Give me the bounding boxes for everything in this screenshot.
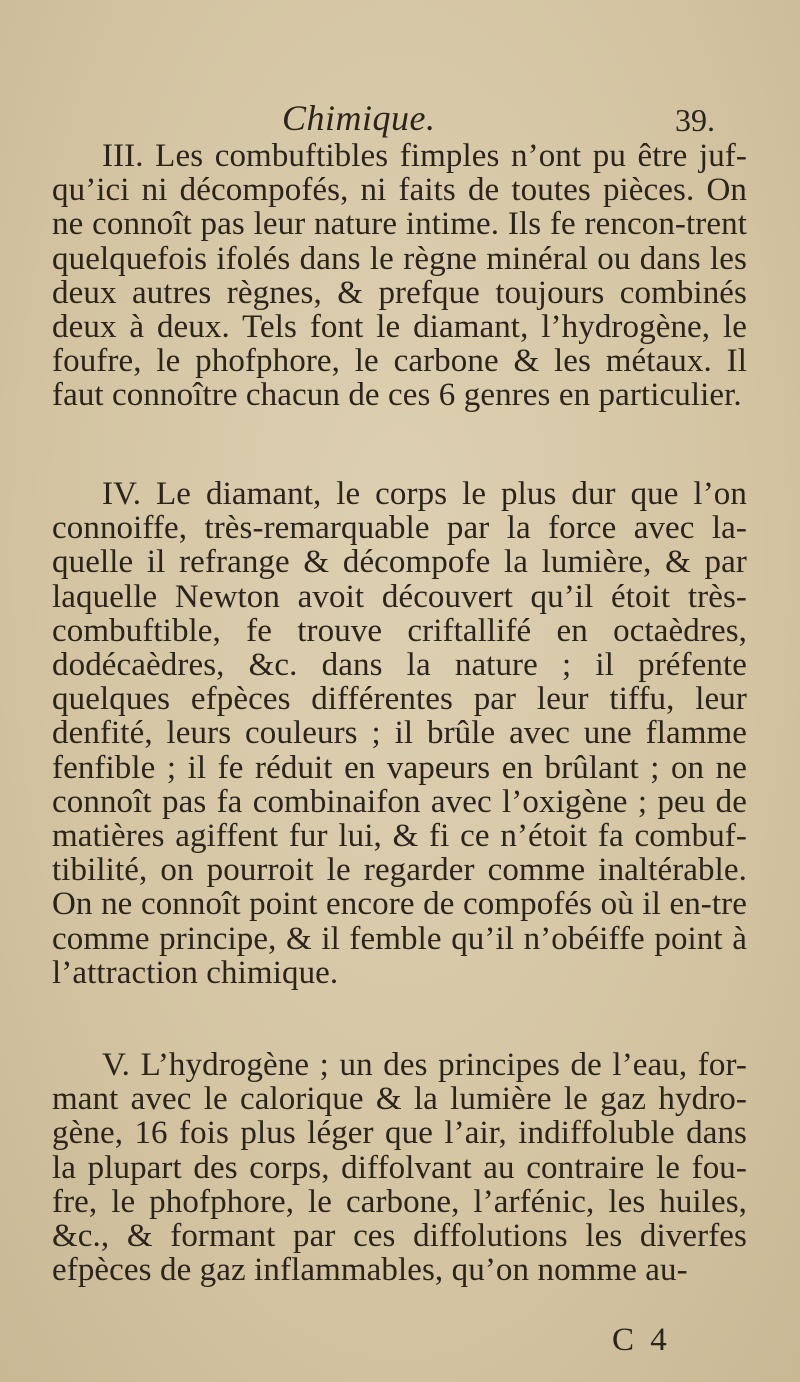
- running-head: [0, 98, 800, 138]
- page-number: 39.: [675, 102, 715, 138]
- paragraph-iii: [52, 139, 747, 413]
- paragraph-text: V. L’hydrogène ; un des principes de l’eau, for-mant avec le calorique & la lumière le gaz hydro-gène, 16 fois plus léger que l’air, indiffoluble dans la plupart des corps, diffolvant au contraire le fou-fre, le phofphore, le carbone, l’arfénic, les huiles, &c., & formant par ces diffolutions les diverfes efpèces de gaz inflammables, qu’on nomme au-: [52, 1047, 747, 1289]
- paragraph-v: [52, 1048, 747, 1287]
- paragraph-text: III. Les combuftibles fimples n’ont pu être juf-qu’ici ni décompofés, ni faits de toutes pièces. On ne connoît pas leur nature intime. Ils fe rencon-trent quelquefois ifolés dans le règne minéral ou dans les deux autres règnes, & prefque toujours combinés deux à deux. Tels font le diamant, l’hydrogène, le foufre, le phofphore, le carbone & les métaux. Il faut connoître chacun de ces 6 genres en particulier.: [52, 138, 747, 414]
- signature-mark: C 4: [612, 1322, 671, 1358]
- running-title: Chimique.: [282, 98, 436, 138]
- paragraph-iv: [52, 477, 747, 990]
- paragraph-text: IV. Le diamant, le corps le plus dur que l’on connoiffe, très-remarquable par la force avec la-quelle il refrange & décompofe la lumière, & par laquelle Newton avoit découvert qu’il étoit très-combuftible, fe trouve criftallifé en octaèdres, dodécaèdres, &c. dans la nature ; il préfente quelques efpèces différentes par leur tiffu, leur denfité, leurs couleurs ; il brûle avec une flamme fenfible ; il fe réduit en vapeurs en brûlant ; on ne connoît pas fa combinaifon avec l’oxigène ; peu de matières agiffent fur lui, & fi ce n’étoit fa combuf-tibilité, on pourroit le regarder comme inaltérable. On ne connoît point encore de compofés où il en-tre comme principe, & il femble qu’il n’obéiffe point à l’attraction chimique.: [52, 476, 747, 991]
